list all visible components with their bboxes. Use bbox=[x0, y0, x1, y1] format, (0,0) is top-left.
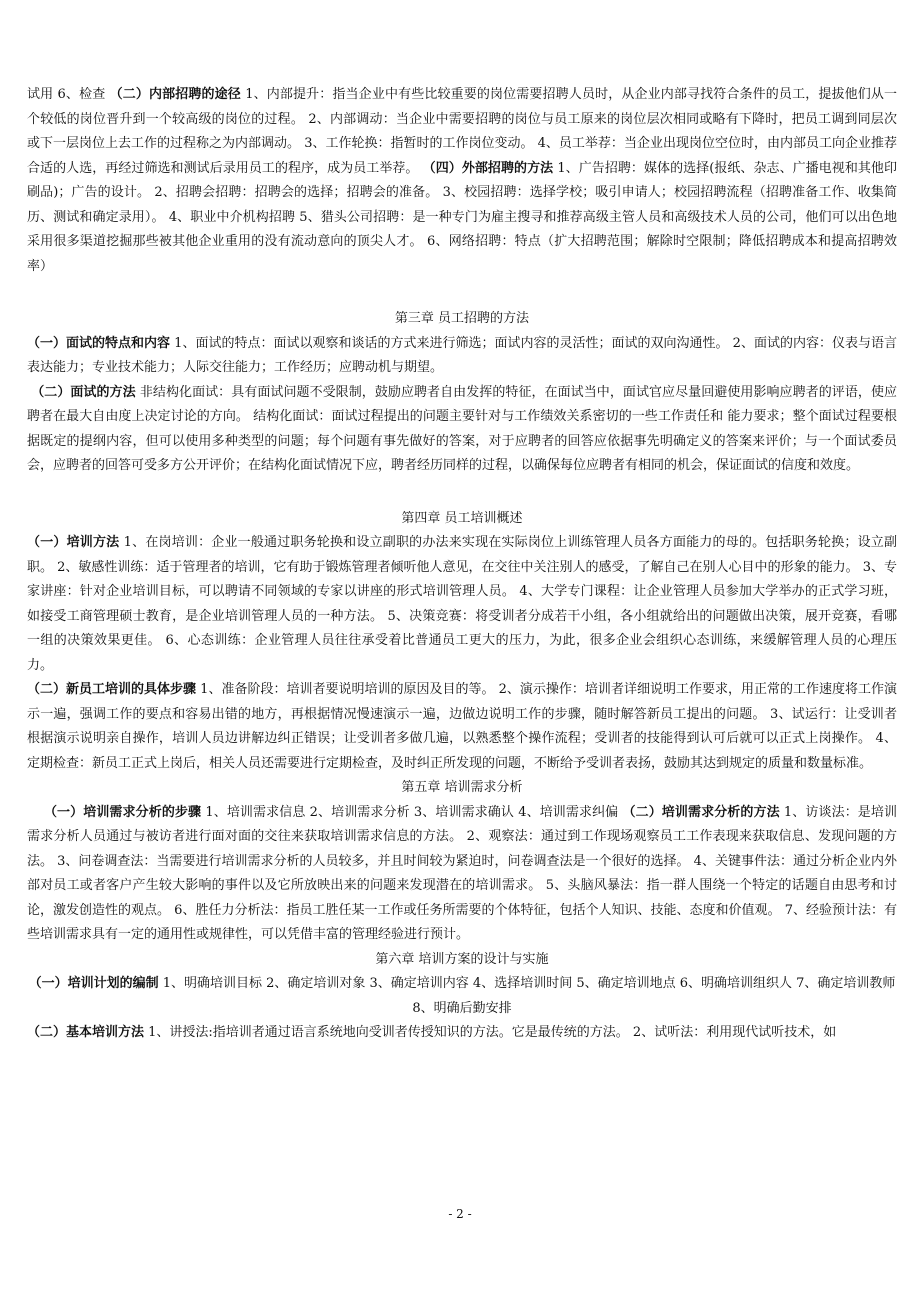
bold-heading: （一）面试的特点和内容 bbox=[27, 335, 171, 351]
text-run: 1、准备阶段：培训者要说明培训的原因及目的等。 2、演示操作：培训者详细说明工作要求，用正常的工作速度将工作演示一遍，强调工作的要点和容易出错的地方，再根据情况慢速演示一遍，边做边说明工作的步骤，随时解答新员工提出的问题。 3、试运行：让受训者根据演示说明亲自操作，培训人员边讲解边纠正错误；让受训者多做几遍，以熟悉整个操作流程；受训者的技能得到认可后就可以正式上岗操作。 4、定期检查：新员工正式上岗后，相关人员还需要进行定期检查，及时纠正所发现的问题，不断给予受训者表扬，鼓励其达到规定的质量和数量标准。 bbox=[27, 682, 897, 771]
chapter-3-title: 第三章 员工招聘的方法 bbox=[394, 311, 530, 326]
bold-heading-internal-recruitment: （二）内部招聘的途径 bbox=[109, 87, 241, 102]
bold-heading-external-recruitment: （四）外部招聘的方法 bbox=[422, 160, 554, 176]
bold-heading: （二）基本培训方法 bbox=[27, 1025, 145, 1040]
chapter-5-title: 第五章 培训需求分析 bbox=[401, 780, 523, 795]
text-run: 1、明确培训目标 2、确定培训对象 3、确定培训内容 4、选择培训时间 5、确定培训地点 6、明确培训组织人 7、确定培训教师 8、明确后勤安排 bbox=[158, 976, 896, 1016]
paragraph-basic-training-methods bbox=[27, 1021, 897, 1046]
paragraph-interview-features bbox=[27, 332, 897, 381]
text-run: 1、在岗培训：企业一般通过职务轮换和设立副职的办法来实现在实际岗位上训练管理人员各方面能力的母的。包括职务轮换；设立副职。 2、敏感性训练：适于管理者的培训，它有助于锻炼管理者倾听他人意见，在交往中关注别人的感受，了解自己在别人心目中的形象的能力。 3、专家讲座：针对企业培训目标，可以聘请不同领域的专家以讲座的形式培训管理人员。 4、大学专门课程：让企业管理人员参加大学举办的正式学习班，如接受工商管理硕士教育，是企业培训管理人员的一种方法。 5、决策竞赛：将受训者分成若干小组，各小组就给出的问题做出决策，展开竞赛，看哪一组的决策效果更佳。 6、心态训练：企业管理人员往往承受着比普通员工更大的压力，为此，很多企业会组织心态训练，来缓解管理人员的心理压力。 bbox=[27, 535, 897, 673]
document-body bbox=[27, 83, 897, 1046]
bold-heading: （二）培训需求分析的方法 bbox=[622, 804, 780, 820]
bold-heading: （二）面试的方法 bbox=[31, 384, 136, 400]
bold-heading: （一）培训计划的编制 bbox=[28, 976, 159, 991]
text-run: 1、广告招聘：媒体的选择(报纸、杂志、广播电视和其他印刷品)；广告的设计。 2、招聘会招聘：招聘会的选择；招聘会的准备。 3、校园招聘：选择学校；吸引申请人；校园招聘流程（招聘准备工作、收集简历、测试和确定录用）。 4、职业中介机构招聘 5、猎头公司招聘：是一种专门为雇主搜寻和推荐高级主管人员和高级技术人员的公司，他们可以出色地采用很多渠道挖掘那些被其他企业重用的没有流动意向的顶尖人才。 6、网络招聘：特点（扩大招聘范围；解除时空限制；降低招聘成本和提高招聘效率） bbox=[27, 160, 897, 274]
text-run: 1、面试的特点：面试以观察和谈话的方式来进行筛选；面试内容的灵活性；面试的双向沟通性。 2、面试的内容：仪表与语言表达能力；专业技术能力；人际交往能力；工作经历；应聘动机与期望。 bbox=[27, 335, 897, 375]
text-run: 1、培训需求信息 2、培训需求分析 3、培训需求确认 4、培训需求纠偏 bbox=[201, 804, 623, 820]
paragraph-internal-external-recruitment bbox=[27, 83, 897, 279]
text-run: 1、访谈法：是培训需求分析人员通过与被访者进行面对面的交往来获取培训需求信息的方法。 2、观察法：通过到工作现场观察员工工作表现来获取信息、发现问题的方法。 3、问卷调查法：当需要进行培训需求分析的人员较多，并且时间较为紧迫时，问卷调查法是一个很好的选择。 4、关键事件法：通过分析企业内外部对员工或者客户产生较大影响的事件以及它所放映出来的问题来发现潜在的培训需求。 5、头脑风暴法：指一群人围绕一个特定的话题自由思考和讨论，激发创造性的观点。 6、胜任力分析法：指员工胜任某一工作或任务所需要的个体特征，包括个人知识、技能、态度和价值观。 7、经验预计法：有些培训需求具有一定的通用性或规律性，可以凭借丰富的管理经验进行预计。 bbox=[27, 804, 897, 942]
paragraph-training-methods bbox=[27, 531, 897, 678]
paragraph-training-plan bbox=[27, 972, 897, 1021]
paragraph-interview-methods bbox=[27, 381, 897, 479]
bold-heading: （一）培训需求分析的步骤 bbox=[43, 804, 202, 820]
paragraph-new-employee-training bbox=[27, 678, 897, 776]
bold-heading: （二）新员工培训的具体步骤 bbox=[27, 682, 197, 697]
text-run: 非结构化面试：具有面试问题不受限制，鼓励应聘者自由发挥的特征，在面试当中，面试官应尽量回避使用影响应聘者的评语，使应聘者在最大自由度上决定讨论的方向。 结构化面试：面试过程提出的问题主要针对与工作绩效关系密切的一些工作责任和 能力要求；整个面试过程要根据既定的提纲内容，但可以使用多种类型的问题；每个问题有事先做好的答案，对于应聘者的回答应依据事先明确定义的答案来评价；与一个面试委员会，应聘者的回答可受多方公开评价；在结构化面试情况下应，聘者经历同样的过程，以确保每位应聘者有相同的机会，保证面试的信度和效度。 bbox=[27, 384, 897, 473]
text-run: 1、讲授法:指培训者通过语言系统地向受训者传授知识的方法。它是最传统的方法。 2、试听法：利用现代试听技术，如 bbox=[144, 1025, 837, 1040]
paragraph-training-needs bbox=[27, 801, 897, 948]
text-run: 试用 6、检查 bbox=[27, 87, 110, 102]
chapter-4-title: 第四章 员工培训概述 bbox=[401, 510, 523, 526]
text-run: 1、内部提升：指当企业中有些比较重要的岗位需要招聘人员时，从企业内部寻找符合条件的员工，提拔他们从一个较低的岗位晋升到一个较高级的岗位的过程。 2、内部调动：当企业中需要招聘的岗位与员工原来的岗位层次相同或略有下降时，把员工调到同层次或下一层岗位上去工作的过程称之为内部调动。 3、工作轮换：指暂时的工作岗位变动。 4、员工举荐：当企业出现岗位空位时，由内部员工向企业推荐合适的人选，再经过筛选和测试后录用员工的程序，成为员工举荐。 bbox=[27, 87, 897, 176]
page-number: - 2 - bbox=[448, 1207, 472, 1221]
bold-heading: （一）培训方法 bbox=[27, 535, 120, 550]
chapter-6-title: 第六章 培训方案的设计与实施 bbox=[375, 951, 549, 967]
